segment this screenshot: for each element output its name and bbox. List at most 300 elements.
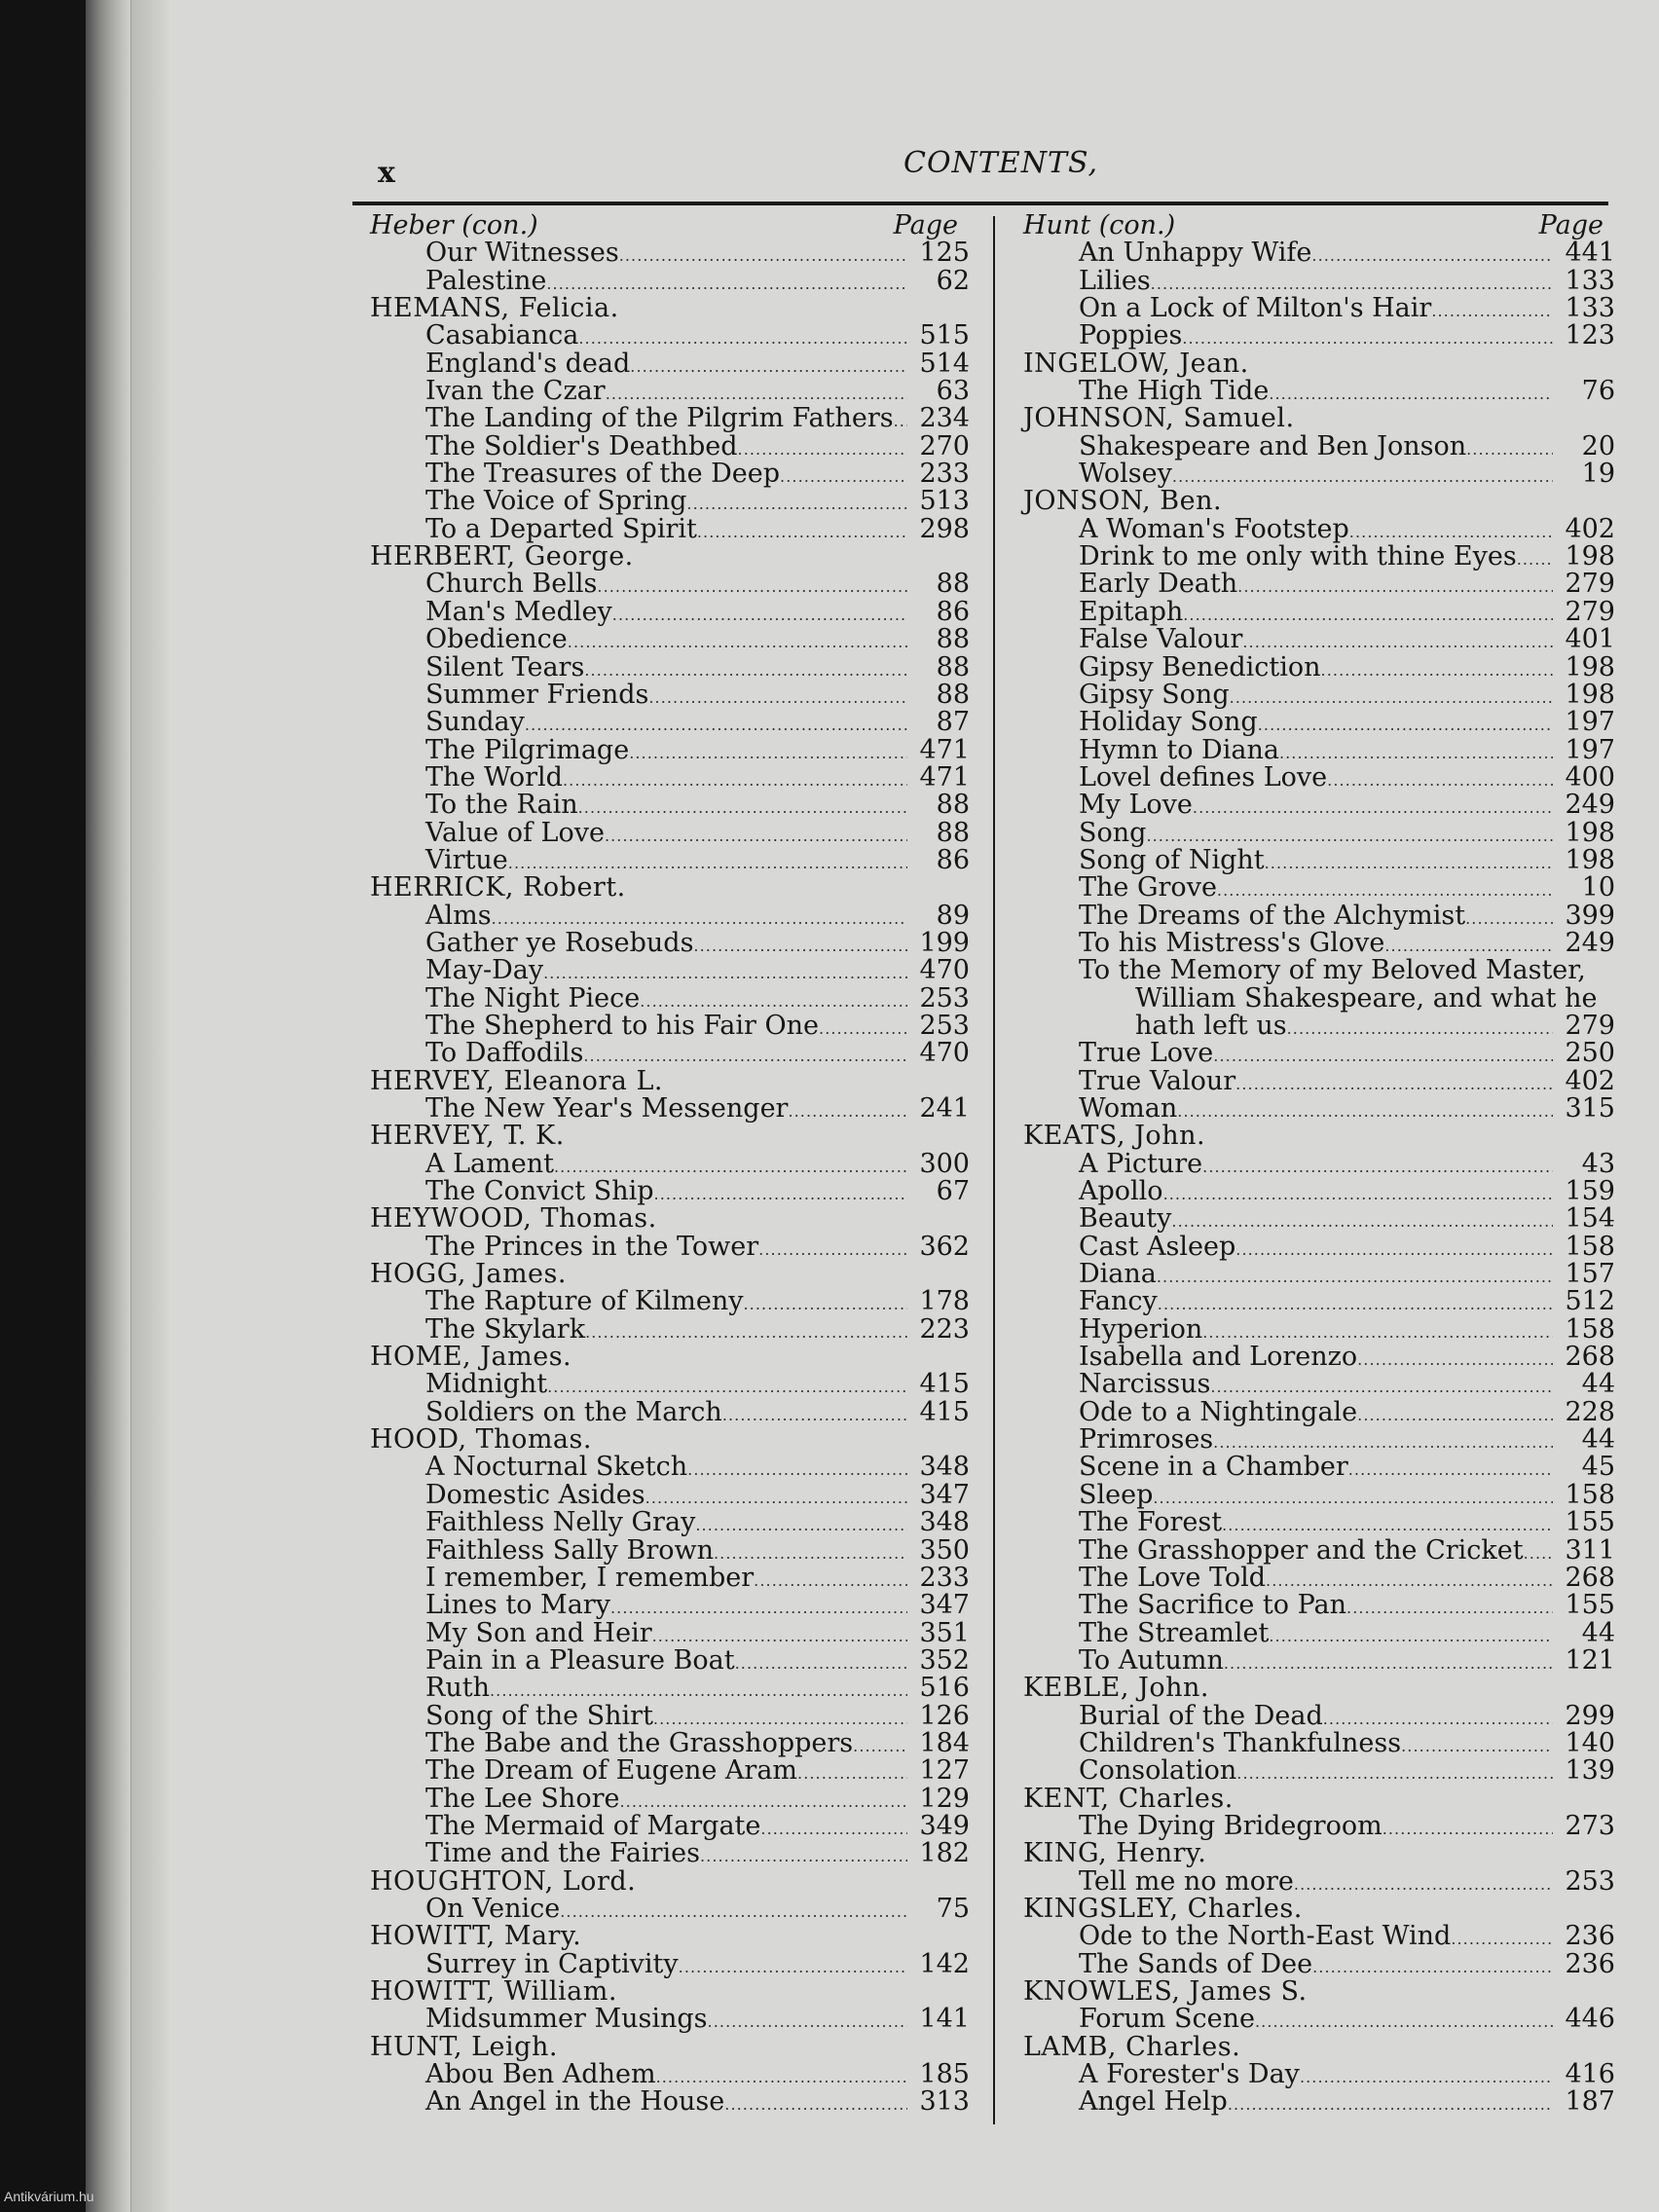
entry-page-number: 158: [1565, 1313, 1615, 1345]
entry-title: The Treasures of the Deep: [425, 459, 781, 490]
entry-page-number: 185: [919, 2059, 970, 2090]
entry-title: On a Lock of Milton's Hair: [1079, 293, 1432, 324]
contents-entry: [1023, 1727, 1615, 1758]
dot-leader: [1224, 1647, 1553, 1677]
entry-page-number: 351: [919, 1617, 970, 1648]
contents-entry: [1023, 295, 1615, 322]
contents-entry: [1023, 513, 1615, 544]
contents-entry-line: [1023, 957, 1615, 984]
entry-page-number: 155: [1565, 1590, 1615, 1621]
left-column: [370, 212, 970, 2117]
entry-title: The Lee Shore: [425, 1783, 620, 1814]
contents-entry: [370, 1178, 970, 1205]
entry-page-number: 402: [1565, 513, 1615, 544]
contents-entry: [1023, 1396, 1615, 1427]
contents-entry: [1023, 1148, 1615, 1179]
entry-title: Our Witnesses: [425, 238, 619, 269]
contents-entry: [1023, 1344, 1615, 1371]
entry-title: Faithless Sally Brown: [425, 1534, 714, 1566]
contents-entry: [1023, 430, 1615, 461]
contents-entry: [1023, 709, 1615, 736]
contents-entry: [370, 2006, 970, 2033]
entry-page-number: 446: [1565, 2004, 1615, 2035]
entry-title: Diana: [1079, 1259, 1157, 1290]
entry-title: The Sands of Dee: [1079, 1948, 1313, 1979]
entry-page-number: 154: [1565, 1203, 1615, 1235]
entry-title: The Mermaid of Margate: [425, 1810, 761, 1841]
contents-list: [370, 240, 970, 2116]
dot-leader: [1346, 1592, 1553, 1622]
dot-leader: [654, 1178, 907, 1208]
page-column-label: Page: [1538, 210, 1604, 240]
entry-title: The Forest: [1079, 1507, 1223, 1538]
entry-page-number: 470: [919, 1038, 970, 1069]
entry-page-number: 20: [1581, 430, 1615, 461]
entry-title: Song: [1079, 817, 1147, 848]
dot-leader: [630, 350, 907, 381]
author-heading: KING, Henry.: [1023, 1838, 1207, 1869]
entry-title: Song of Night: [1079, 844, 1265, 875]
dot-leader: [819, 1013, 907, 1043]
column-header: [370, 212, 970, 240]
dot-leader: [744, 1288, 908, 1318]
dot-leader: [1287, 1013, 1553, 1043]
entry-title: Cast Asleep: [1079, 1231, 1236, 1262]
dot-leader: [1294, 1868, 1553, 1899]
entry-page-number: 19: [1581, 459, 1615, 490]
entry-page-number: 88: [936, 569, 970, 600]
dot-leader: [1348, 1454, 1553, 1484]
entry-page-number: 236: [1565, 1921, 1615, 1952]
entry-page-number: 273: [1565, 1810, 1615, 1841]
contents-entry: [1023, 322, 1615, 350]
author-heading: HERBERT, George.: [370, 541, 634, 572]
entry-page-number: 86: [936, 596, 970, 627]
entry-page-number: 249: [1565, 927, 1615, 958]
entry-title: Hyperion: [1079, 1313, 1203, 1345]
contents-entry: [1023, 1426, 1615, 1454]
contents-entry: [370, 596, 970, 627]
entry-title: Isabella and Lorenzo: [1079, 1342, 1358, 1373]
entry-page-number: 187: [1565, 2086, 1615, 2118]
entry-title: The Love Told: [1079, 1562, 1267, 1593]
entry-title: Shakespeare and Ben Jonson: [1079, 430, 1467, 461]
contents-entry: [370, 817, 970, 848]
entry-title: William Shakespeare, and what he: [1135, 982, 1598, 1014]
entry-page-number: 142: [919, 1948, 970, 1979]
entry-title: Gipsy Song: [1079, 679, 1230, 710]
contents-entry: [1023, 1757, 1615, 1785]
dot-leader: [1236, 1757, 1553, 1788]
entry-title: The Grove: [1079, 872, 1217, 903]
entry-title: Obedience: [425, 624, 568, 655]
contents-entry: [370, 322, 970, 350]
entry-title: The Grasshopper and the Cricket: [1079, 1534, 1524, 1566]
entry-page-number: 198: [1565, 844, 1615, 875]
contents-entry: [1023, 240, 1615, 267]
entry-title: The World: [425, 761, 563, 793]
entry-page-number: 512: [1565, 1286, 1615, 1317]
dot-leader: [686, 488, 907, 518]
entry-page-number: 471: [919, 734, 970, 765]
entry-page-number: 133: [1565, 293, 1615, 324]
contents-entry: [1023, 900, 1615, 931]
entry-page-number: 315: [1565, 1093, 1615, 1124]
entry-page-number: 400: [1565, 761, 1615, 793]
contents-entry: [370, 2061, 970, 2088]
entry-page-number: 228: [1565, 1396, 1615, 1427]
contents-entry: [1023, 651, 1615, 682]
entry-title: Ode to a Nightingale: [1079, 1396, 1358, 1427]
entry-page-number: 279: [1565, 1010, 1615, 1041]
dot-leader: [629, 737, 907, 767]
entry-page-number: 223: [919, 1313, 970, 1345]
entry-page-number: 88: [936, 624, 970, 655]
author-heading: HOGG, James.: [370, 1259, 567, 1290]
entry-page-number: 133: [1565, 265, 1615, 296]
dot-leader: [1269, 378, 1553, 408]
entry-title: Ruth: [425, 1673, 490, 1704]
continued-author-label: Hunt (con.): [1023, 210, 1176, 240]
page-title: CONTENTS,: [903, 146, 1098, 180]
entry-page-number: 253: [919, 982, 970, 1014]
entry-page-number: 129: [919, 1783, 970, 1814]
dot-leader: [1255, 2006, 1553, 2036]
dot-leader: [560, 1896, 907, 1926]
entry-title: A Woman's Footstep: [1079, 513, 1349, 544]
contents-entry: [370, 1509, 970, 1536]
entry-page-number: 471: [919, 761, 970, 793]
contents-entry: [370, 461, 970, 488]
dot-leader: [1269, 1620, 1553, 1650]
dot-leader: [1451, 1923, 1553, 1953]
entry-title: A Forester's Day: [1079, 2059, 1300, 2090]
contents-entry: [370, 844, 970, 875]
contents-entry: [370, 1727, 970, 1758]
entry-title: The Shepherd to his Fair One: [425, 1010, 820, 1041]
entry-title: The Soldier's Deathbed: [425, 430, 738, 461]
contents-entry: [370, 927, 970, 958]
entry-page-number: 44: [1581, 1369, 1615, 1400]
entry-title: Pain in a Pleasure Boat: [425, 1644, 735, 1676]
entry-page-number: 75: [936, 1893, 970, 1924]
entry-title: Summer Friends: [425, 679, 649, 710]
entry-page-number: 62: [936, 265, 970, 296]
contents-entry: [370, 1592, 970, 1619]
entry-title: To Autumn: [1079, 1644, 1224, 1676]
entry-page-number: 415: [919, 1369, 970, 1400]
contents-entry: [370, 350, 970, 378]
contents-entry: [370, 761, 970, 793]
entry-title: To Daffodils: [425, 1038, 584, 1069]
dot-leader: [1230, 682, 1553, 712]
entry-page-number: 513: [919, 486, 970, 517]
continued-author-label: Heber (con.): [370, 210, 538, 240]
author-heading: HERVEY, Eleanora L.: [370, 1065, 664, 1096]
entry-page-number: 44: [1581, 1424, 1615, 1456]
entry-title: Ivan the Czar: [425, 376, 606, 407]
entry-page-number: 234: [919, 403, 970, 434]
entry-title: Palestine: [425, 265, 547, 296]
contents-entry: [370, 679, 970, 710]
contents-entry: [1023, 1010, 1615, 1041]
author-heading: HOOD, Thomas.: [370, 1424, 592, 1456]
entry-page-number: 514: [919, 348, 970, 379]
contents-entry: [370, 1534, 970, 1566]
contents-entry: [370, 1562, 970, 1593]
contents-entry: [1023, 1562, 1615, 1593]
entry-title: To the Memory of my Beloved Master,: [1079, 955, 1586, 986]
contents-entry: [370, 982, 970, 1014]
entry-page-number: 298: [919, 513, 970, 544]
dot-leader: [687, 1454, 907, 1484]
entry-page-number: 86: [936, 844, 970, 875]
entry-title: Surrey in Captivity: [425, 1948, 679, 1979]
entry-title: An Unhappy Wife: [1079, 238, 1312, 269]
entry-page-number: 401: [1565, 624, 1615, 655]
entry-title: Sunday: [425, 707, 525, 738]
contents-entry: [370, 513, 970, 544]
entry-page-number: 87: [936, 707, 970, 738]
dot-leader: [578, 792, 907, 822]
contents-entry: [370, 1757, 970, 1785]
dot-leader: [760, 1813, 907, 1843]
entry-page-number: 241: [919, 1093, 970, 1124]
entry-page-number: 268: [1565, 1562, 1615, 1593]
book-binding: [0, 0, 86, 2212]
entry-page-number: 233: [919, 459, 970, 490]
entry-title: hath left us: [1135, 1010, 1287, 1041]
dot-leader: [605, 820, 907, 850]
contents-entry: [1023, 2061, 1615, 2088]
contents-entry: [370, 1479, 970, 1510]
entry-page-number: 76: [1581, 376, 1615, 407]
contents-entry: [1023, 626, 1615, 653]
contents-entry: [370, 626, 970, 653]
entry-page-number: 126: [919, 1700, 970, 1731]
entry-title: Ode to the North-East Wind: [1079, 1921, 1452, 1952]
column-divider: [993, 216, 995, 2124]
entry-title: Early Death: [1079, 569, 1238, 600]
entry-page-number: 311: [1565, 1534, 1615, 1566]
contents-entry: [370, 1893, 970, 1924]
contents-entry: [1023, 817, 1615, 848]
entry-page-number: 67: [936, 1176, 970, 1207]
entry-title: Casabianca: [425, 320, 579, 351]
dot-leader: [722, 1399, 907, 1429]
entry-title: Song of the Shirt: [425, 1700, 653, 1731]
entry-page-number: 313: [919, 2086, 970, 2118]
entry-title: The High Tide: [1079, 376, 1270, 407]
dot-leader: [1312, 1951, 1553, 1981]
author-heading: HERVEY, T. K.: [370, 1121, 565, 1152]
entry-page-number: 348: [919, 1452, 970, 1483]
contents-entry: [370, 1675, 970, 1702]
contents-entry: [370, 957, 970, 984]
entry-title: Church Bells: [425, 569, 598, 600]
dot-leader: [563, 764, 907, 794]
dot-leader: [1431, 295, 1553, 325]
dot-leader: [1382, 1813, 1553, 1843]
entry-title: The Rapture of Kilmeny: [425, 1286, 744, 1317]
entry-title: Hymn to Diana: [1079, 734, 1279, 765]
contents-entry: [1023, 1178, 1615, 1205]
page-number: x: [378, 156, 395, 190]
entry-page-number: 43: [1581, 1148, 1615, 1179]
entry-page-number: 362: [919, 1231, 970, 1262]
contents-entry: [370, 1148, 970, 1179]
dot-leader: [1202, 1151, 1553, 1181]
contents-entry: [1023, 927, 1615, 958]
contents-entry: [1023, 1810, 1615, 1841]
entry-title: On Venice: [425, 1893, 561, 1924]
dot-leader: [1228, 2088, 1553, 2119]
contents-entry: [1023, 1592, 1615, 1619]
dot-leader: [894, 405, 907, 435]
dot-leader: [754, 1565, 907, 1595]
dot-leader: [780, 461, 907, 491]
entry-page-number: 198: [1565, 679, 1615, 710]
contents-entry: [1023, 1534, 1615, 1566]
entry-title: My Son and Heir: [425, 1617, 652, 1648]
dot-leader: [679, 1951, 907, 1981]
contents-entry: [1023, 1948, 1615, 1979]
entry-title: A Picture: [1079, 1148, 1203, 1179]
entry-title: The Sacrifice to Pan: [1079, 1590, 1347, 1621]
contents-entry: [1023, 1923, 1615, 1950]
entry-title: Sleep: [1079, 1479, 1154, 1510]
contents-entry: [1023, 679, 1615, 710]
contents-entry: [370, 1617, 970, 1648]
dot-leader: [1157, 1261, 1553, 1291]
contents-entry: [1023, 265, 1615, 296]
dot-leader: [1258, 709, 1553, 739]
contents-entry: [370, 1396, 970, 1427]
entry-page-number: 88: [936, 679, 970, 710]
entry-title: The Dream of Eugene Aram: [425, 1755, 798, 1787]
contents-entry: [1023, 874, 1615, 902]
dot-leader: [568, 626, 907, 656]
dot-leader: [1235, 1068, 1553, 1098]
contents-entry: [1023, 378, 1615, 405]
entry-page-number: 516: [919, 1673, 970, 1704]
author-heading: HOWITT, Mary.: [370, 1921, 582, 1952]
dot-leader: [648, 682, 907, 712]
contents-entry: [1023, 1313, 1615, 1345]
contents-entry: [370, 1700, 970, 1731]
entry-title: Alms: [425, 900, 492, 931]
contents-entry: [370, 571, 970, 598]
entry-title: Woman: [1079, 1093, 1178, 1124]
contents-entry: [370, 1313, 970, 1345]
author-heading: HOUGHTON, Lord.: [370, 1865, 637, 1897]
contents-entry: [370, 651, 970, 682]
contents-entry: [1023, 1454, 1615, 1481]
entry-page-number: 88: [936, 790, 970, 821]
entry-page-number: 415: [919, 1396, 970, 1427]
dot-leader: [1357, 1399, 1553, 1429]
entry-page-number: 249: [1565, 790, 1615, 821]
contents-entry: [370, 1371, 970, 1398]
entry-title: The Dreams of the Alchymist: [1079, 900, 1466, 931]
contents-entry: [370, 488, 970, 515]
entry-page-number: 198: [1565, 541, 1615, 572]
entry-page-number: 299: [1565, 1700, 1615, 1731]
author-heading: HOWITT, William.: [370, 1976, 617, 2007]
entry-title: To the Rain: [425, 790, 578, 821]
contents-entry-line: [1023, 982, 1615, 1014]
dot-leader: [1193, 792, 1553, 822]
entry-title: The Dying Bridegroom: [1079, 1810, 1382, 1841]
dot-leader: [1401, 1730, 1553, 1760]
entry-title: Faithless Nelly Gray: [425, 1507, 696, 1538]
entry-page-number: 184: [919, 1727, 970, 1758]
entry-title: Soldiers on the March: [425, 1396, 722, 1427]
entry-title: To his Mistress's Glove: [1079, 927, 1385, 958]
entry-page-number: 441: [1565, 238, 1615, 269]
author-heading: KEATS, John.: [1023, 1121, 1206, 1152]
entry-title: May-Day: [425, 955, 544, 986]
dot-leader: [619, 240, 907, 270]
contents-entry: [1023, 1040, 1615, 1067]
entry-page-number: 268: [1565, 1342, 1615, 1373]
contents-entry: [1023, 2006, 1615, 2033]
entry-page-number: 158: [1565, 1479, 1615, 1510]
entry-page-number: 197: [1565, 707, 1615, 738]
entry-page-number: 470: [919, 955, 970, 986]
entry-page-number: 352: [919, 1644, 970, 1676]
contents-entry: [370, 1810, 970, 1841]
entry-page-number: 236: [1565, 1948, 1615, 1979]
author-heading: KENT, Charles.: [1023, 1783, 1234, 1814]
entry-title: True Valour: [1079, 1065, 1236, 1096]
entry-page-number: 253: [1565, 1865, 1615, 1897]
contents-entry: [1023, 461, 1615, 488]
entry-title: Angel Help: [1079, 2086, 1228, 2118]
entry-title: True Love: [1079, 1038, 1214, 1069]
entry-title: Wolsey: [1079, 459, 1172, 490]
author-heading: JOHNSON, Samuel.: [1023, 403, 1295, 434]
entry-title: A Lament: [425, 1148, 554, 1179]
contents-entry: [1023, 1371, 1615, 1398]
entry-title: The Night Piece: [425, 982, 641, 1014]
entry-title: The Voice of Spring: [425, 486, 687, 517]
dot-leader: [1265, 847, 1553, 877]
entry-page-number: 515: [919, 320, 970, 351]
contents-entry: [1023, 1261, 1615, 1288]
dot-leader: [797, 1757, 907, 1788]
entry-page-number: 198: [1565, 817, 1615, 848]
entry-title: The Convict Ship: [425, 1176, 654, 1207]
contents-entry: [1023, 761, 1615, 793]
dot-leader: [610, 1592, 907, 1622]
author-heading: INGELOW, Jean.: [1023, 348, 1249, 379]
entry-title: False Valour: [1079, 624, 1243, 655]
entry-page-number: 63: [936, 376, 970, 407]
entry-title: Lines to Mary: [425, 1590, 610, 1621]
entry-title: Primroses: [1079, 1424, 1214, 1456]
dot-leader: [1235, 1234, 1553, 1264]
contents-entry: [1023, 1700, 1615, 1731]
contents-entry: [370, 1644, 970, 1676]
entry-page-number: 198: [1565, 651, 1615, 682]
contents-entry: [1023, 1095, 1615, 1123]
entry-page-number: 347: [919, 1590, 970, 1621]
contents-entry: [1023, 543, 1615, 571]
contents-entry: [1023, 1205, 1615, 1233]
dot-leader: [1300, 2061, 1553, 2091]
entry-title: Apollo: [1079, 1176, 1163, 1207]
